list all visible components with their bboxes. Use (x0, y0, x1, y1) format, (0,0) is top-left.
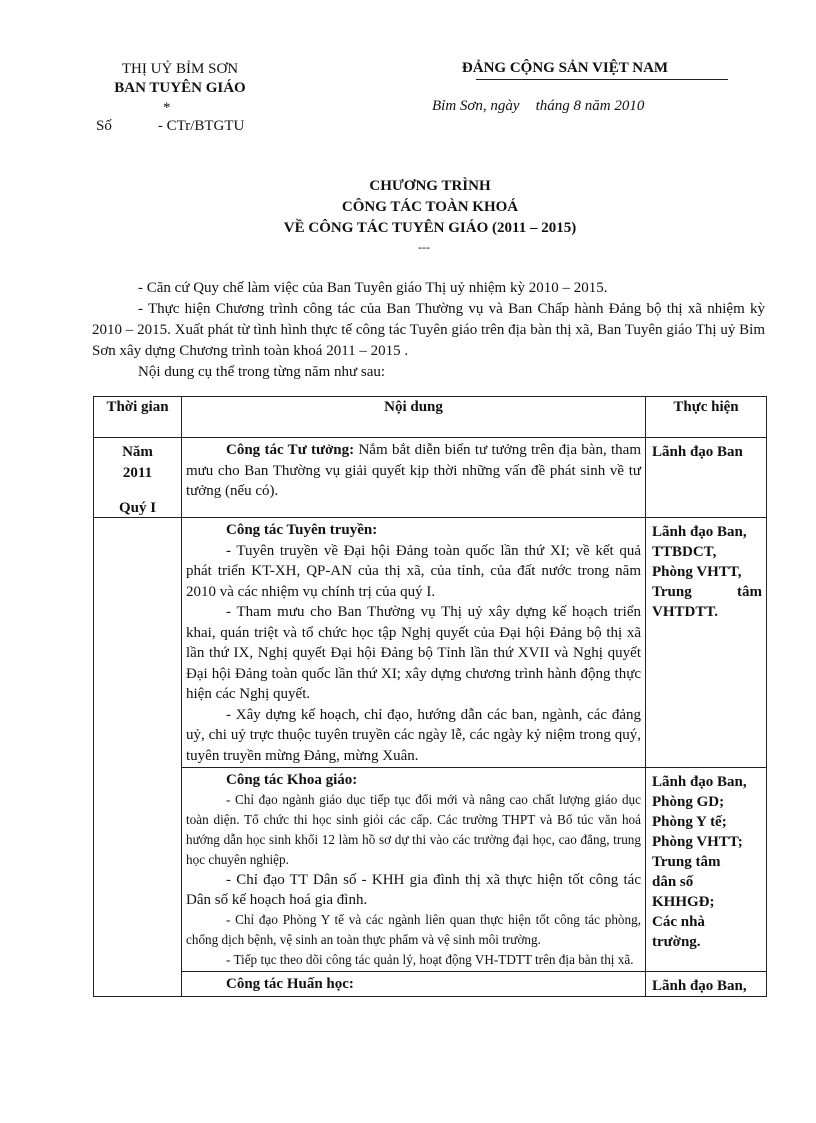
time-cell (94, 438, 182, 518)
content-item: - Chỉ đạo Phòng Y tế và các ngành liên quan thực hiện tốt công tác phòng, chống dịch bệnh, vệ sinh an toàn thực phẩm và vệ sinh môi trường. (186, 912, 641, 947)
content-item: - Tuyên truyền về Đại hội Đảng toàn quốc lần thứ XI; về kết quả phát triển KT-XH, QP-AN của thị xã, của tỉnh, của đất nước trong năm 2010 và các nhiệm vụ chính trị của quý I. (186, 542, 641, 600)
party-name: ĐẢNG CỘNG SẢN VIỆT NAM (461, 60, 669, 76)
exec-line: Phòng VHTT, (652, 564, 742, 580)
header-time: Thời gian (94, 397, 182, 438)
program-table (93, 396, 767, 997)
exec-line: Lãnh đạo Ban (652, 444, 743, 460)
party-underline (476, 79, 728, 80)
content-cell (182, 518, 646, 768)
table-row (94, 518, 767, 768)
quarter-label: Quý I (118, 500, 157, 516)
date-part-1: Bỉm Sơn, ngày (432, 98, 520, 114)
content-item: - Tiếp tục theo dõi công tác quản lý, hoạt động VH-TDTT trên địa bàn thị xã. (226, 952, 634, 967)
intro-paragraph-1: - Căn cứ Quy chế làm việc của Ban Tuyên giáo Thị uỷ nhiệm kỳ 2010 – 2015. (138, 280, 608, 296)
intro-section (92, 278, 765, 383)
content-item: - Chỉ đạo TT Dân số - KHH gia đình thị xã thực hiện tốt công tác Dân số kế hoạch hoá gia đình. (186, 872, 641, 908)
year-label: Năm (122, 444, 153, 460)
content-cell (182, 438, 646, 518)
document-number (96, 118, 266, 135)
exec-line: Phòng VHTT; (652, 834, 743, 850)
exec-line: Trung tâm (652, 854, 721, 870)
exec-line: Các nhà (652, 914, 705, 930)
exec-line: TTBDCT, (652, 544, 717, 560)
exec-line: Lãnh đạo Ban, (652, 524, 747, 540)
star-mark: * (163, 100, 171, 116)
issuer-line-1: THỊ UỶ BỈM SƠN (121, 61, 239, 77)
header-content: Nội dung (182, 397, 646, 438)
issuer-block (92, 60, 268, 98)
document-number-prefix: Số (96, 118, 112, 134)
exec-cell (646, 518, 767, 768)
section-title: Công tác Khoa giáo: (226, 772, 358, 788)
exec-line: Lãnh đạo Ban, (652, 978, 747, 994)
exec-line-justified (652, 582, 762, 602)
date-line (432, 98, 644, 115)
title-divider: --- (418, 240, 430, 254)
table-row (94, 768, 767, 972)
exec-word: tâm (737, 584, 762, 600)
table-header-row (94, 397, 767, 438)
exec-line: Phòng GD; (652, 794, 725, 810)
section-title: Công tác Huấn học: (226, 976, 354, 992)
date-part-2: tháng 8 năm 2010 (535, 98, 645, 114)
content-item: - Xây dựng kế hoạch, chỉ đạo, hướng dẫn các ban, ngành, các đảng uỷ, chi uỷ trực thuộc tuyên truyền các ngày lễ, các ngày kỷ niệm trong quý, tuyên truyền mừng Đảng, mừng Xuân. (186, 706, 641, 764)
title-line-3: VỀ CÔNG TÁC TUYÊN GIÁO (2011 – 2015) (283, 220, 577, 236)
table-row (94, 972, 767, 997)
exec-line: Phòng Y tế; (652, 814, 727, 830)
title-line-1: CHƯƠNG TRÌNH (369, 178, 491, 194)
issuer-line-2: BAN TUYÊN GIÁO (114, 80, 246, 96)
content-item: - Tham mưu cho Ban Thường vụ Thị uỷ xây dựng kế hoạch triển khai, quán triệt và tổ chức học tập Nghị quyết của Đại hội Đảng bộ thị xã lần thứ IX, Nghị quyết Đại hội Đảng bộ Tỉnh lần thứ XVII và Nghị quyết Đại hội Đảng toàn quốc lần thứ XI; xây dựng chương trình hành động thực hiện các Nghị quyết. (186, 604, 641, 702)
document-number-suffix: - CTr/BTGTU (157, 118, 245, 134)
header-exec: Thực hiện (646, 397, 767, 438)
time-cell-empty (94, 518, 182, 997)
content-cell (182, 972, 646, 997)
exec-cell (646, 438, 767, 518)
exec-word: Trung (652, 584, 692, 600)
content-item: - Chỉ đạo ngành giáo dục tiếp tục đổi mới và nâng cao chất lượng giáo dục toàn diện. Tổ chức thi học sinh giỏi các cấp. Các trường THPT và Bổ túc văn hoá hướng dẫn học sinh khối 12 làm hồ sơ dự thi vào các trường đại học, cao đẳng, trung học chuyên nghiệp. (186, 792, 641, 867)
party-block (430, 60, 730, 77)
content-cell (182, 768, 646, 972)
intro-paragraph-3: Nội dung cụ thể trong từng năm như sau: (138, 364, 386, 380)
section-title: Công tác Tư tưởng: (226, 442, 355, 458)
exec-line: trường. (652, 934, 701, 950)
exec-cell (646, 768, 767, 972)
exec-line: Lãnh đạo Ban, (652, 774, 747, 790)
year-value: 2011 (122, 465, 153, 481)
document-title (180, 176, 680, 239)
intro-paragraph-2: - Thực hiện Chương trình công tác của Ban Thường vụ và Ban Chấp hành Đảng bộ thị xã nhiệm kỳ 2010 – 2015. Xuất phát từ tình hình thực tế công tác Tuyên giáo trên địa bàn thị xã, Ban Tuyên giáo Thị uỷ Bỉm Sơn xây dựng Chương trình toàn khoá 2011 – 2015 . (92, 301, 765, 359)
section-title: Công tác Tuyên truyền: (226, 522, 378, 538)
table-row (94, 438, 767, 518)
exec-cell (646, 972, 767, 997)
exec-line: KHHGĐ; (652, 894, 715, 910)
exec-line: VHTDTT. (652, 604, 718, 620)
section-text: Nắm bắt diễn biến tư tưởng trên địa bàn, tham mưu cho Ban Thường vụ giải quyết kịp thời những vấn đề phát sinh về tư tưởng (nếu có). (186, 442, 641, 499)
exec-line: dân số (652, 874, 694, 890)
title-line-2: CÔNG TÁC TOÀN KHOÁ (341, 199, 519, 215)
